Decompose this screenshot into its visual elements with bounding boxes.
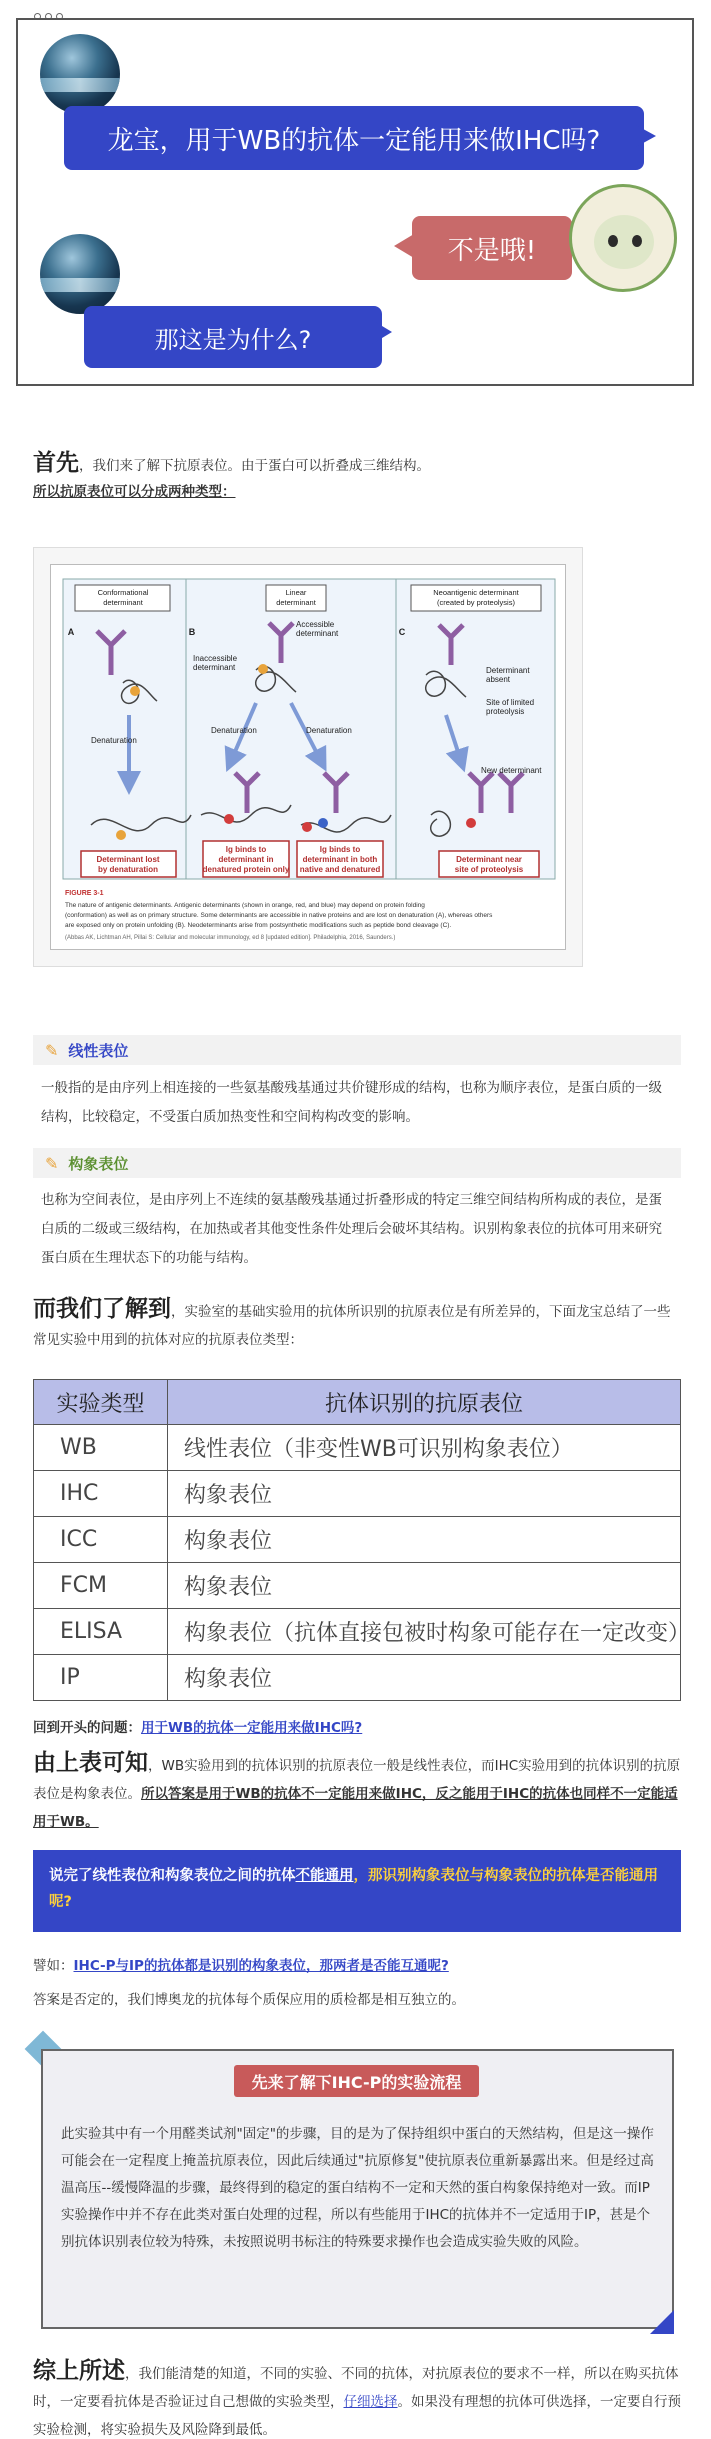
followup-bubble (84, 306, 382, 368)
table-row (34, 1425, 681, 1471)
table-cell: 构象表位 (168, 1655, 681, 1701)
table-row (34, 1655, 681, 1701)
table-cell: WB (34, 1425, 168, 1471)
table-cell: 构象表位（抗体直接包被时构象可能存在一定改变） (168, 1609, 681, 1655)
table-cell: 线性表位（非变性WB可识别构象表位） (168, 1425, 681, 1471)
svg-text:are exposed only on protein un: are exposed only on protein unfolding (B). Neodeterminants arise from postsynthetic modifications such as peptide bond cleavage (C). (65, 922, 452, 929)
learn-text: ，实验室的基础实验用的抗体所识别的抗原表位是有所差异的，下面龙宝总结了一些常见实验中用到的抗体对应的抗原表位类型： (33, 1304, 671, 1348)
epitope-figure (33, 547, 583, 967)
banner-part1: 说完了线性表位和构象表位之间的抗体 (49, 1868, 296, 1884)
back-label: 回到开头的问题： (33, 1720, 141, 1736)
svg-text:determinant: determinant (276, 598, 316, 607)
intro-heading: 首先 (33, 450, 79, 476)
svg-text:Inaccessible: Inaccessible (193, 654, 238, 663)
flow-box (41, 2049, 674, 2329)
svg-text:native and denatured: native and denatured (299, 865, 381, 874)
corner-decoration (650, 2310, 674, 2334)
svg-text:Determinant: Determinant (486, 666, 530, 675)
table-cell: ELISA (34, 1609, 168, 1655)
example-answer: 答案是否定的，我们博奥龙的抗体每个质保应用的质检都是相互独立的。 (33, 1992, 465, 2008)
svg-text:The nature of antigenic determ: The nature of antigenic determinants. Antigenic determinants (shown in orange, red, and blue) may depend on protein folding (65, 902, 425, 909)
bubble-tail (634, 124, 656, 148)
table-cell: IHC (34, 1471, 168, 1517)
flow-title: 先来了解下IHC-P的实验流程 (234, 2065, 479, 2097)
svg-text:denatured protein only: denatured protein only (202, 865, 290, 874)
svg-text:Determinant lost: Determinant lost (96, 855, 160, 864)
svg-text:Accessible: Accessible (296, 620, 335, 629)
svg-text:Site of limited: Site of limited (486, 698, 535, 707)
svg-text:Determinant near: Determinant near (456, 855, 522, 864)
banner-part2: 不能通用 (295, 1868, 354, 1884)
conform-text: 也称为空间表位，是由序列上不连续的氨基酸残基通过折叠形成的特定三维空间结构所构成的表位，是蛋白质的二级或三级结构，在加热或者其他变性条件处理后会破坏其结构。识别构象表位的抗体可用来研究蛋白质在生理状态下的功能与结构。 (41, 1192, 662, 1266)
intro-text: ，我们来了解下抗原表位。由于蛋白可以折叠成三维结构。 (79, 458, 430, 474)
question-text: 龙宝，用于WB的抗体一定能用来做IHC吗? (107, 125, 601, 156)
svg-text:proteolysis: proteolysis (486, 707, 525, 716)
summary-text2: 仔细选择 (343, 2394, 398, 2410)
summary-text3: 。如果没有理想的抗体可供选择，一定要自行预实验检测，将实验损失及风险降到最低。 (33, 2394, 681, 2438)
svg-text:New determinant: New determinant (481, 766, 542, 775)
back-line (33, 1716, 362, 1741)
conform-tag (33, 1148, 681, 1178)
table-row (34, 1517, 681, 1563)
svg-text:determinant: determinant (296, 629, 339, 638)
answer-bubble (412, 216, 572, 280)
pin-icon: ✎ (45, 1040, 59, 1060)
table-header: 抗体识别的抗原表位 (168, 1380, 681, 1425)
conclusion-text2: 所以答案是用于WB的抗体不一定能用来做IHC，反之能用于IHC的抗体也同样不一定能适用于WB。 (33, 1786, 678, 1830)
svg-text:Neoantigenic determinant: Neoantigenic determinant (433, 588, 519, 597)
svg-text:absent: absent (486, 675, 511, 684)
intro-subtitle: 所以抗原表位可以分成两种类型： (33, 484, 236, 500)
table-cell: 构象表位 (168, 1563, 681, 1609)
epitope-table (33, 1379, 691, 1701)
question-banner (33, 1850, 681, 1932)
bubble-tail (372, 320, 392, 344)
learn-paragraph (33, 1296, 683, 1353)
table-row (34, 1471, 681, 1517)
user-avatar (40, 234, 120, 314)
svg-text:determinant in: determinant in (218, 855, 274, 864)
svg-text:determinant: determinant (103, 598, 143, 607)
svg-text:B: B (188, 627, 196, 637)
svg-text:Denaturation: Denaturation (211, 726, 257, 735)
svg-text:Ig binds to: Ig binds to (319, 845, 361, 854)
table-row (34, 1609, 681, 1655)
svg-text:determinant in both: determinant in both (302, 855, 378, 864)
back-question: 用于WB的抗体一定能用来做IHC吗? (141, 1720, 363, 1736)
table-cell: ICC (34, 1517, 168, 1563)
table-header: 实验类型 (34, 1380, 168, 1425)
svg-text:by denaturation: by denaturation (97, 865, 159, 874)
question-bubble (64, 106, 644, 170)
table-cell: 构象表位 (168, 1517, 681, 1563)
example-label: 譬如： (33, 1958, 74, 1974)
svg-text:site of proteolysis: site of proteolysis (454, 865, 524, 874)
table-row (34, 1563, 681, 1609)
intro-paragraph (33, 444, 683, 479)
conform-title: 构象表位 (68, 1154, 129, 1173)
svg-text:Denaturation: Denaturation (91, 736, 137, 745)
svg-text:FIGURE 3-1: FIGURE 3-1 (65, 890, 104, 897)
table-conclusion (33, 1750, 683, 1835)
answer-text: 不是哦! (447, 235, 537, 266)
table-cell: 构象表位 (168, 1471, 681, 1517)
table-cell: IP (34, 1655, 168, 1701)
linear-title: 线性表位 (68, 1041, 129, 1060)
summary-paragraph (33, 2358, 683, 2439)
chat-frame (16, 18, 694, 386)
svg-text:Denaturation: Denaturation (306, 726, 352, 735)
followup-text: 那这是为什么? (154, 325, 312, 354)
svg-text:Conformational: Conformational (97, 588, 149, 597)
svg-text:(created by proteolysis): (created by proteolysis) (437, 598, 515, 607)
pin-icon: ✎ (45, 1153, 59, 1173)
example-question: IHC-P与IP的抗体都是识别的构象表位，那两者是否能互通呢? (73, 1958, 449, 1974)
svg-text:A: A (67, 627, 75, 637)
svg-text:(conformation) as well as on p: (conformation) as well as on primary structure. Some determinants are accessible in native proteins and are lost on denaturation (A), whereas others (65, 912, 493, 919)
linear-tag (33, 1035, 681, 1065)
table-cell: FCM (34, 1563, 168, 1609)
svg-text:determinant: determinant (193, 663, 236, 672)
conclusion-heading: 由上表可知 (33, 1750, 148, 1776)
banner-part3: ，那识别构象表位与构象表位的抗体是否能通用呢? (49, 1868, 658, 1910)
example-line (33, 1954, 449, 1979)
summary-text1: ，我们能清楚的知道，不同的实验、不同的抗体，对抗原表位的要求不一样，所以在购买抗体时，一定要看抗体是否验证过自己想做的实验类型， (33, 2366, 679, 2410)
conclusion-text1: ，WB实验用到的抗体识别的抗原表位一般是线性表位，而IHC实验用到的抗体识别的抗原表位是构象表位。 (33, 1758, 681, 1802)
svg-text:Linear: Linear (285, 588, 307, 597)
learn-heading: 而我们了解到 (33, 1296, 171, 1322)
svg-text:(Abbas AK, Lichtman AH, Pillai: (Abbas AK, Lichtman AH, Pillai S: Cellular and molecular immunology, ed 8 [updated edition]. Philadelphia, 2016, Saunders.) (65, 935, 396, 941)
flow-text: 此实验其中有一个用醛类试剂"固定"的步骤，目的是为了保持组织中蛋白的天然结构，但是这一操作可能会在一定程度上掩盖抗原表位，因此后续通过"抗原修复"使抗原表位重新暴露出来。但是经过高温高压--缓慢降温的步骤，最终得到的稳定的蛋白结构不一定和天然的蛋白构象保持绝对一致。而IP实验操作中并不存在此类对蛋白处理的过程，所以有些能用于IHC的抗体并不一定适用于IP，甚是个别抗体识别表位较为特殊，未按照说明书标注的特殊要求操作也会造成实验失败的风险。 (61, 2126, 654, 2250)
linear-text: 一般指的是由序列上相连接的一些氨基酸残基通过共价键形成的结构，也称为顺序表位，是蛋白质的一级结构，比较稳定，不受蛋白质加热变性和空间构构改变的影响。 (41, 1080, 662, 1125)
svg-text:C: C (398, 627, 406, 637)
user-avatar (40, 34, 120, 114)
mascot-avatar (569, 184, 677, 292)
bubble-tail (394, 234, 414, 258)
svg-text:Ig binds to: Ig binds to (225, 845, 267, 854)
summary-heading: 综上所述 (33, 2358, 125, 2384)
